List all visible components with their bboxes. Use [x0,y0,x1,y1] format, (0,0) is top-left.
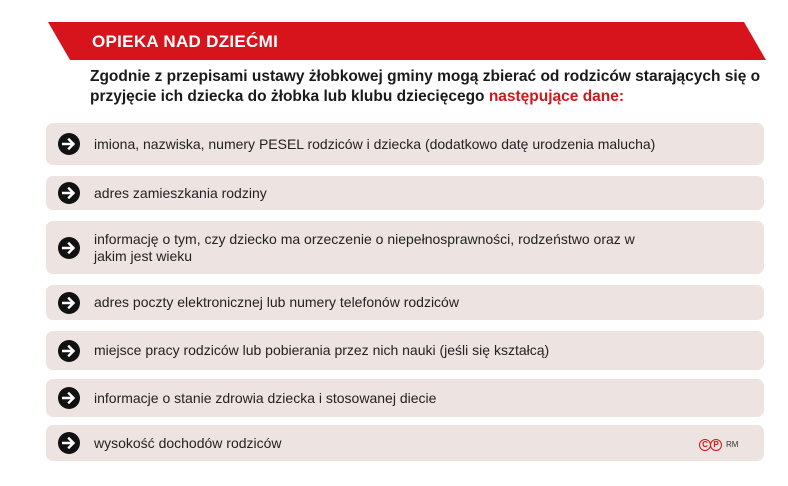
list-item-text: imiona, nazwiska, numery PESEL rodziców i dziecka (dodatkowo datę urodzenia malucha) [94,135,656,152]
list-item [46,176,764,210]
intro-highlight: następujące dane: [488,88,625,105]
logo-mark-c: C [699,439,711,451]
arrow-right-icon [58,432,80,454]
arrow-right-icon [58,340,80,362]
intro-text: Zgodnie z przepisami ustawy żłobkowej gminy mogą zbierać od rodziców starających się o przyjęcie ich dziecka do żłobka lub klubu dziecięcego [90,68,761,105]
list-item [46,285,764,320]
list-item-text: miejsce pracy rodziców lub pobierania przez nich nauki (jeśli się kształcą) [94,342,550,358]
publisher-logo [699,439,769,453]
logo-mark-p: P [710,439,722,451]
arrow-right-icon [58,292,80,314]
arrow-right-icon [58,133,80,155]
list-item [46,221,764,274]
list-item-text: adres poczty elektronicznej lub numery telefonów rodziców [94,294,459,310]
list-item [46,379,764,417]
author-initials: RM [726,440,739,449]
list-item-text: wysokość dochodów rodziców [94,434,282,451]
arrow-right-icon [58,387,80,409]
arrow-right-icon [58,237,80,259]
arrow-right-icon [58,182,80,204]
list-item-text: informację o tym, czy dziecko ma orzeczenie o niepełnosprawności, rodzeństwo oraz w jakim jest wieku [94,230,635,264]
list-item [46,123,764,165]
list-item [46,331,764,370]
list-item-text: informacje o stanie zdrowia dziecka i stosowanej diecie [94,389,437,406]
list-item-text: adres zamieszkania rodziny [94,184,267,201]
page-title: OPIEKA NAD DZIEĆMI [92,32,279,51]
data-list [46,0,764,486]
list-item [46,425,764,461]
